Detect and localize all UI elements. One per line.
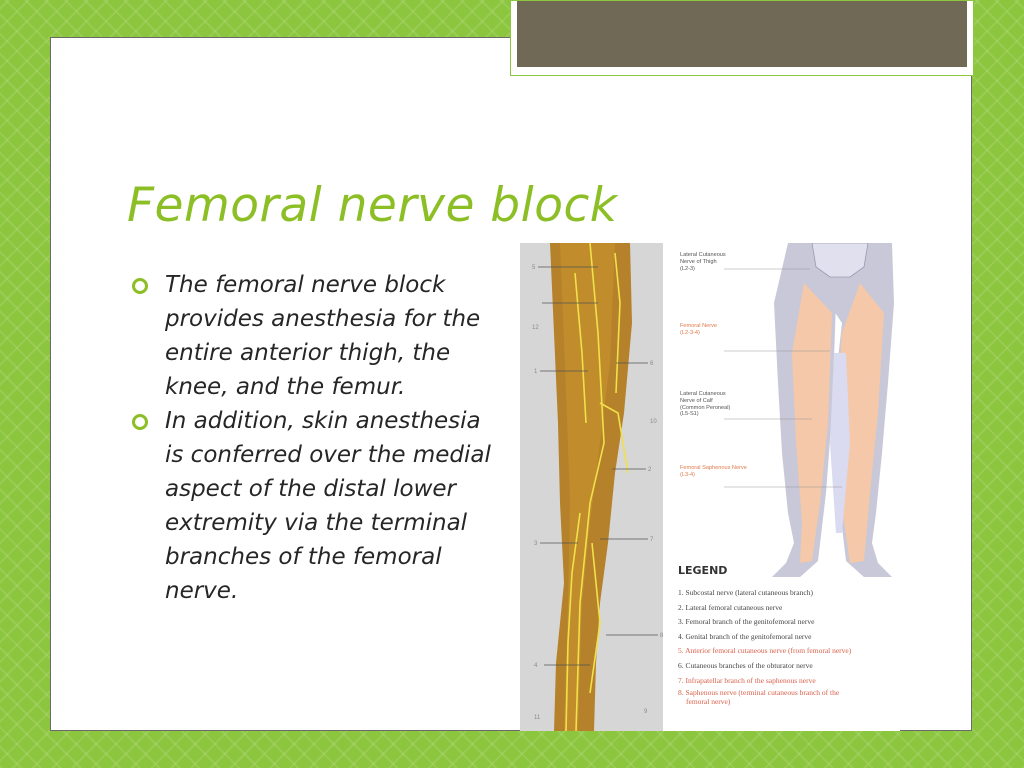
callout-number: 5 bbox=[532, 265, 536, 271]
legend-item: 4. Genital branch of the genitofemoral nerve bbox=[678, 631, 812, 641]
legend-item: 1. Subcostal nerve (lateral cutaneous branch) bbox=[678, 588, 813, 597]
legend-item: 2. Lateral femoral cutaneous nerve bbox=[678, 602, 783, 612]
callout-number: 11 bbox=[534, 715, 541, 721]
bullet-circle-icon bbox=[132, 414, 148, 430]
bullet-item bbox=[130, 404, 500, 608]
callout-number: 12 bbox=[532, 325, 539, 331]
callout-number: 1 bbox=[534, 369, 538, 375]
nerve-label-saphenous: Femoral Saphenous Nerve (L3-4) bbox=[680, 465, 747, 478]
legend-item: 3. Femoral branch of the genitofemoral nerve bbox=[678, 617, 815, 627]
slide-title: Femoral nerve block bbox=[127, 178, 618, 233]
bullet-item bbox=[130, 268, 500, 404]
nerve-label-lateral-calf: Lateral Cutaneous Nerve of Calf (Common Peroneal) (L5-S1) bbox=[680, 391, 731, 418]
legend-item: 6. Cutaneous branches of the obturator nerve bbox=[678, 660, 813, 670]
legend-list bbox=[678, 586, 898, 706]
callout-number: 4 bbox=[534, 663, 538, 669]
callout-number: 3 bbox=[534, 541, 538, 547]
legend-item: 7. Infrapatellar branch of the saphenous nerve bbox=[678, 675, 816, 685]
nerve-label-lateral-thigh: Lateral Cutaneous Nerve of Thigh (L2-3) bbox=[680, 252, 726, 272]
callout-number: 6 bbox=[650, 361, 654, 367]
callout-number: 10 bbox=[650, 419, 657, 425]
bullet-text: The femoral nerve block provides anesthesia for the entire anterior thigh, the knee, and the femur. bbox=[165, 272, 481, 400]
bullet-text: In addition, skin anesthesia is conferred over the medial aspect of the distal lower extremity via the terminal branches of the femoral nerve. bbox=[165, 408, 491, 604]
callout-number: 2 bbox=[648, 467, 652, 473]
top-tab-fill bbox=[517, 1, 967, 67]
dermatome-legs bbox=[772, 243, 894, 577]
decorative-top-tab bbox=[510, 0, 974, 76]
bullet-list bbox=[130, 268, 500, 608]
callout-number: 7 bbox=[650, 537, 654, 543]
callout-number: 9 bbox=[644, 709, 648, 715]
nerve-label-femoral: Femoral Nerve (L2-3-4) bbox=[680, 323, 717, 336]
bullet-circle-icon bbox=[132, 278, 148, 294]
legend-item: femoral nerve) bbox=[686, 697, 731, 707]
callout-number: 8 bbox=[660, 633, 664, 639]
legend-item: 5. Anterior femoral cutaneous nerve (from femoral nerve) bbox=[678, 646, 852, 656]
legend-item: 8. Saphenous nerve (terminal cutaneous branch of the bbox=[678, 688, 840, 698]
legend-heading: LEGEND bbox=[678, 564, 728, 577]
